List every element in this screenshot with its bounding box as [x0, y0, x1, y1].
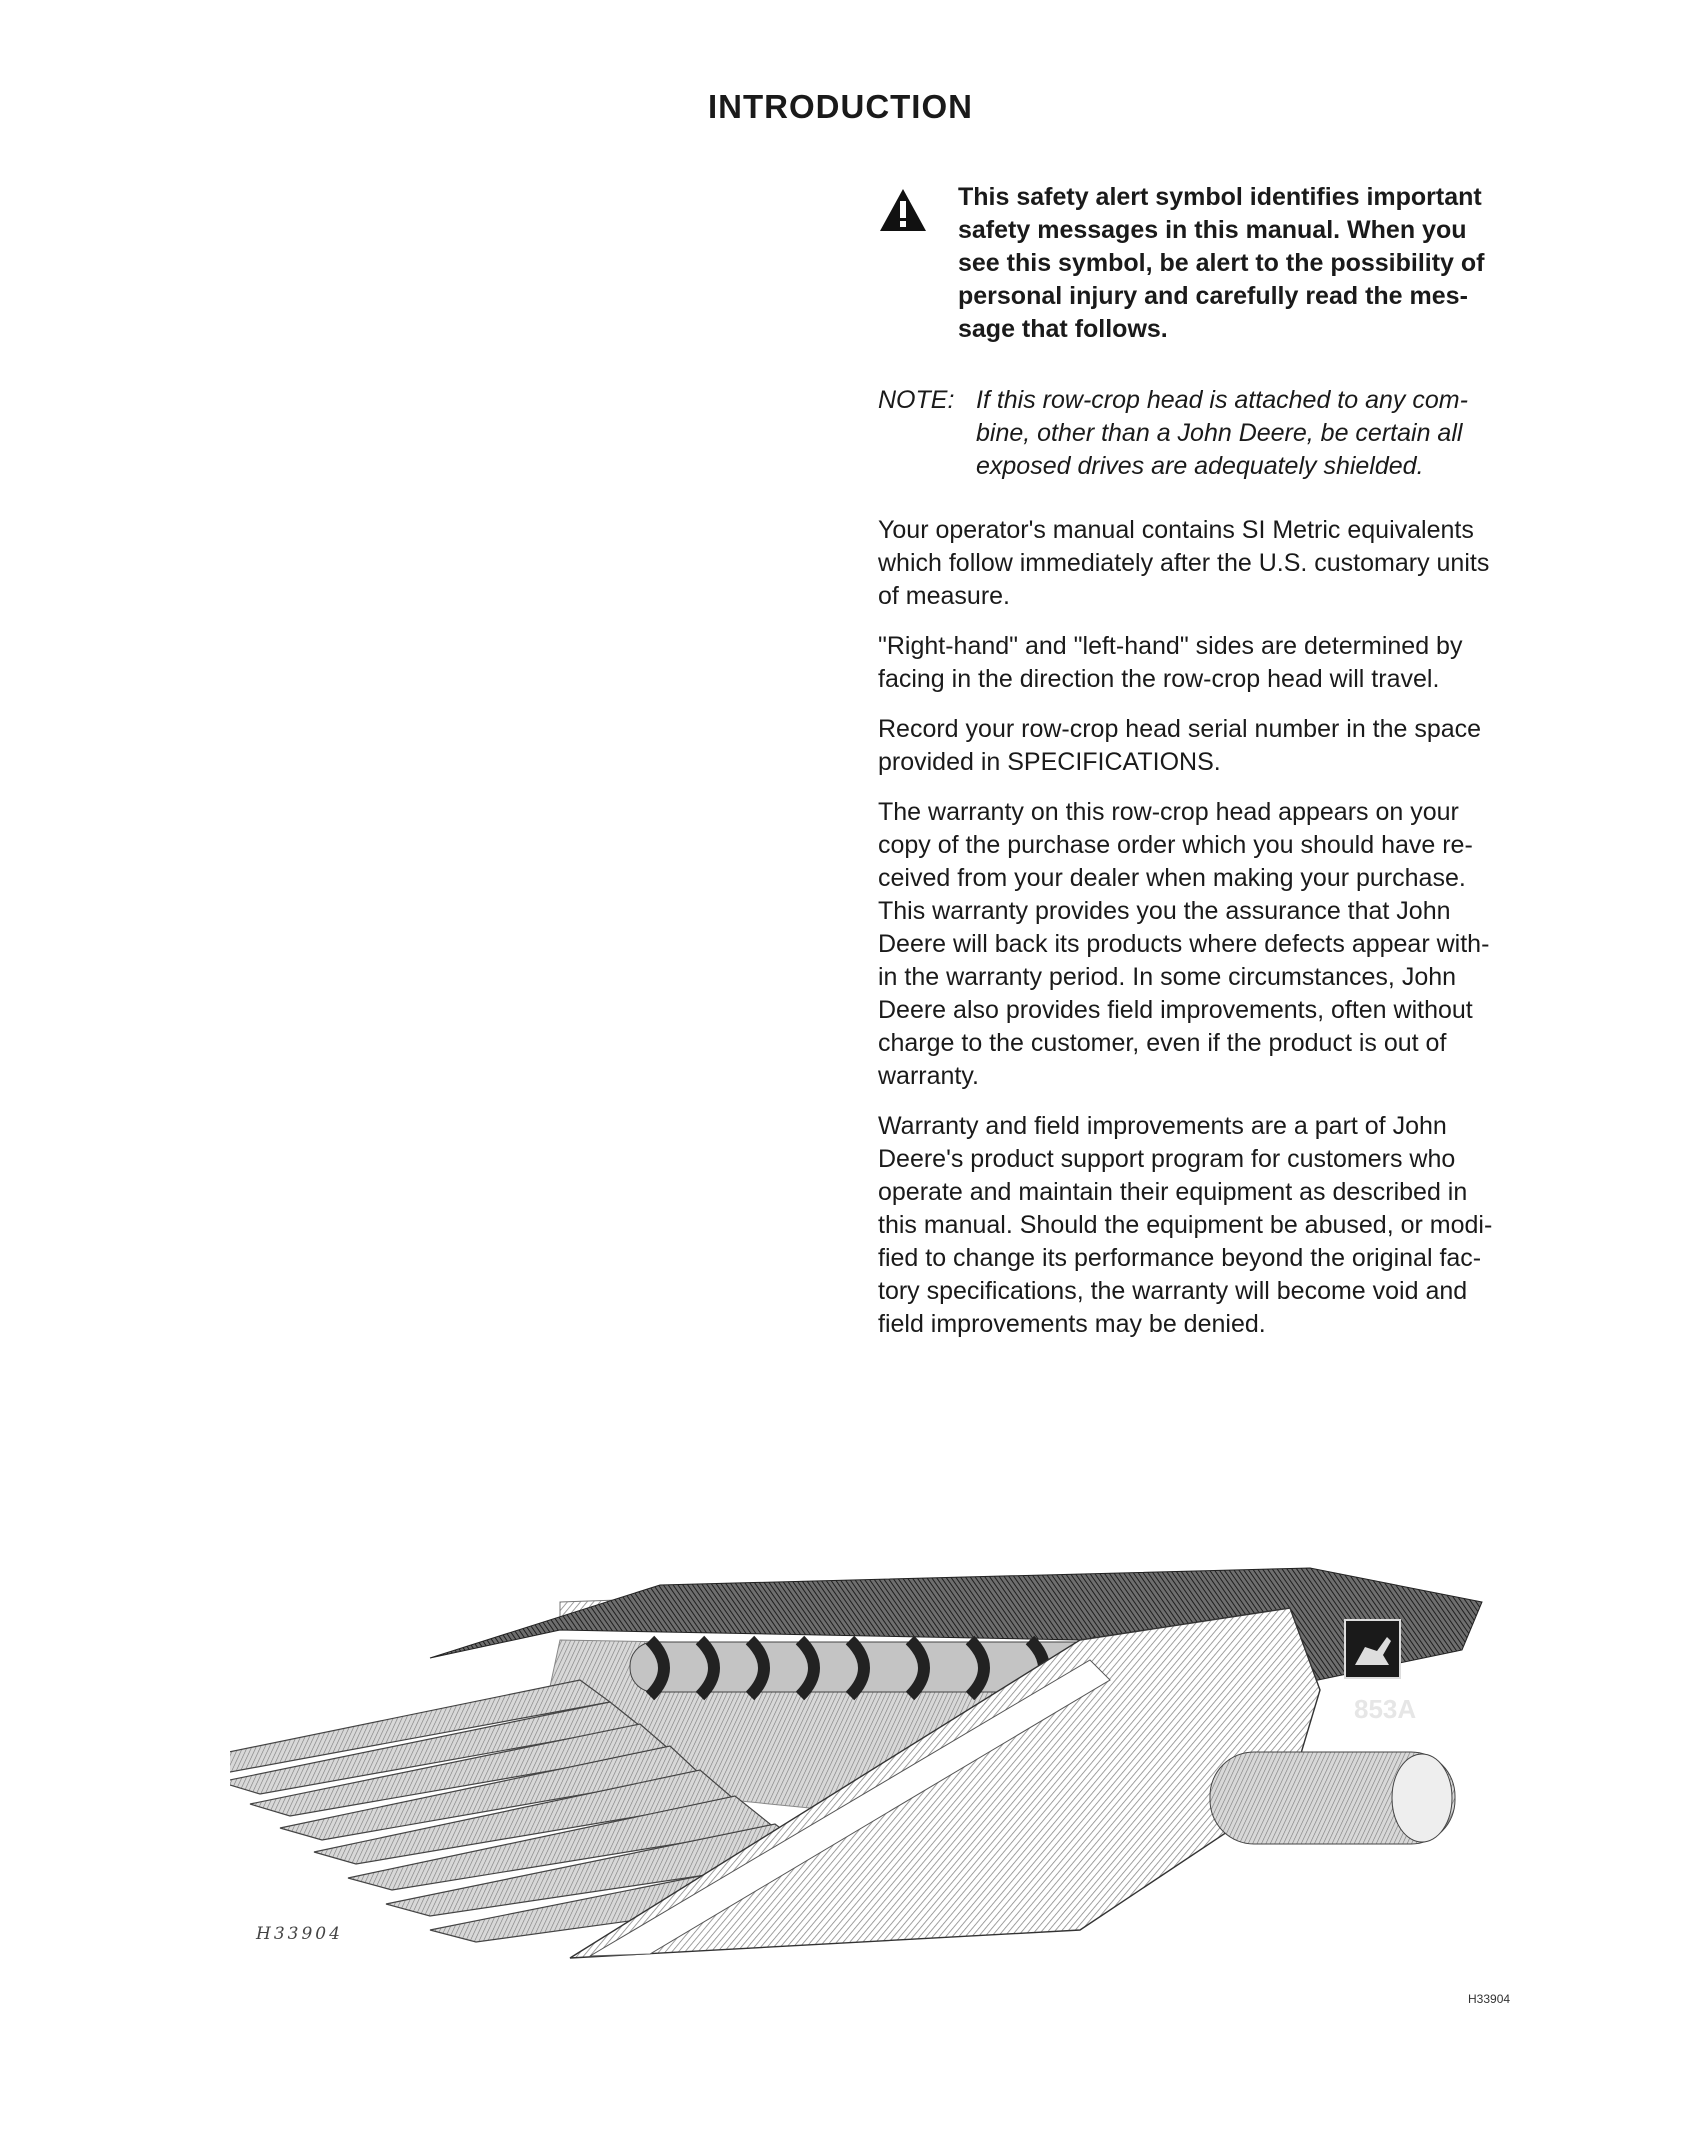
note-text — [976, 384, 1546, 483]
safety-alert-line: This safety alert symbol identifies important — [958, 183, 1482, 211]
paragraph-line: Deere also provides field improvements, often without — [878, 996, 1473, 1024]
note-label: NOTE: — [878, 386, 955, 414]
model-label: 853A — [1354, 1694, 1417, 1724]
body-text — [878, 514, 1546, 1358]
safety-alert-line: safety messages in this manual. When you — [958, 216, 1467, 244]
paragraph-line: provided in SPECIFICATIONS. — [878, 748, 1221, 776]
figure-id: H33904 — [1468, 1992, 1511, 2006]
paragraph-metric — [878, 514, 1546, 613]
paragraph-line: Deere's product support program for customers who — [878, 1145, 1456, 1173]
paragraph-sides — [878, 630, 1546, 696]
paragraph-line: copy of the purchase order which you should have re- — [878, 831, 1473, 859]
paragraph-line: operate and maintain their equipment as described in — [878, 1178, 1468, 1206]
safety-alert-line: personal injury and carefully read the mes- — [958, 282, 1468, 310]
paragraph-line: warranty. — [878, 1062, 979, 1090]
paragraph-line: charge to the customer, even if the product is out of — [878, 1029, 1447, 1057]
paragraph-line: Record your row-crop head serial number in the space — [878, 715, 1482, 743]
paragraph-line: ceived from your dealer when making your purchase. — [878, 864, 1466, 892]
paragraph-line: facing in the direction the row-crop head will travel. — [878, 665, 1440, 693]
note-line: If this row-crop head is attached to any com- — [976, 386, 1468, 414]
note-block — [878, 384, 1546, 483]
note-line: exposed drives are adequately shielded. — [976, 452, 1424, 480]
paragraph-line: Warranty and field improvements are a part of John — [878, 1112, 1447, 1140]
paragraph-warranty — [878, 796, 1546, 1093]
paragraph-serial — [878, 713, 1546, 779]
safety-alert-line: see this symbol, be alert to the possibility of — [958, 249, 1485, 277]
page-title: INTRODUCTION — [708, 88, 973, 125]
safety-alert-text — [958, 181, 1544, 346]
paragraph-line: this manual. Should the equipment be abused, or modi- — [878, 1211, 1493, 1239]
paragraph-line: of measure. — [878, 582, 1011, 610]
warning-triangle-icon — [878, 181, 936, 346]
paragraph-line: Deere will back its products where defects appear with- — [878, 930, 1490, 958]
paragraph-line: This warranty provides you the assurance that John — [878, 897, 1451, 925]
paragraph-line: which follow immediately after the U.S. customary units — [878, 549, 1490, 577]
paragraph-line: The warranty on this row-crop head appears on your — [878, 798, 1459, 826]
paragraph-line: in the warranty period. In some circumstances, John — [878, 963, 1457, 991]
safety-alert-message — [878, 181, 1546, 346]
paragraph-line: fied to change its performance beyond the original fac- — [878, 1244, 1482, 1272]
drive-cylinder-illustration — [1210, 1752, 1455, 1844]
row-crop-head-illustration — [230, 1490, 1510, 1960]
safety-alert-line: sage that follows. — [958, 315, 1168, 343]
paragraph-line: "Right-hand" and "left-hand" sides are determined by — [878, 632, 1463, 660]
handwritten-figure-id: H33904 — [256, 1924, 343, 1944]
paragraph-line: field improvements may be denied. — [878, 1310, 1266, 1338]
paragraph-line: tory specifications, the warranty will become void and — [878, 1277, 1468, 1305]
paragraph-line: Your operator's manual contains SI Metric equivalents — [878, 516, 1474, 544]
paragraph-field-improvements — [878, 1110, 1546, 1341]
john-deere-leaping-deer-logo — [1345, 1620, 1400, 1678]
note-line: bine, other than a John Deere, be certain all — [976, 419, 1463, 447]
